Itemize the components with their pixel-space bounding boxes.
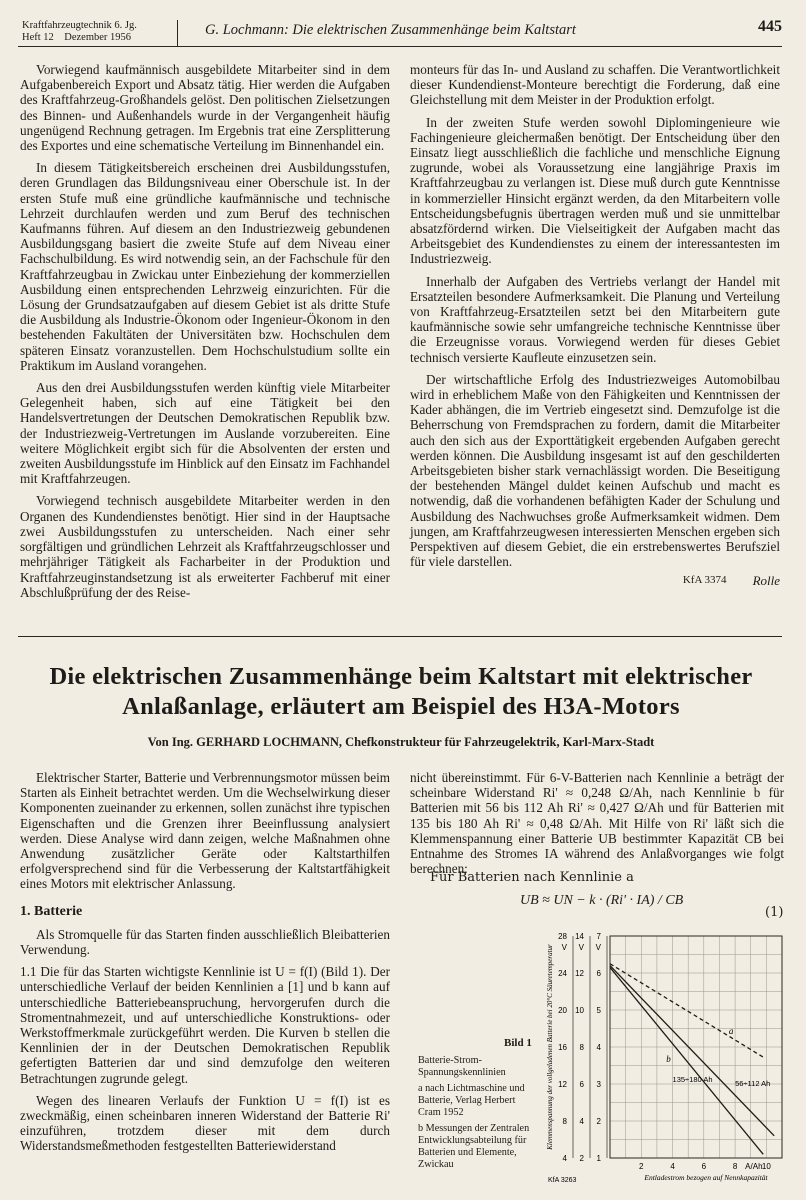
y-axis-6v-unit: V [595,943,601,952]
paragraph: Innerhalb der Aufgaben des Vertriebs verlangt der Handel mit Ersatzteilen besondere Aufmerksamkeit. Die Planung und Verteilung von Kraftfahrzeug-Ersatzteilen setzt bei den Mitarbeitern gute kaufmännische sowie sehr umfangreiche technische Kenntnisse über die Erzeugnisse voraus. Vorwiegend werden für dieses Gebiet technisch versierte Kaufleute einzusetzen sein. [410,273,780,365]
y-axis-label: Klemmenspannung der vollgeladenen Batterie bei 20°C Säuretemperatur [546,944,554,1150]
article-title-line-2: Anlaßanlage, erläutert am Beispiel des H3A-Motors [122,693,680,720]
curve-label-b: b [666,1053,671,1064]
figure-caption [418,1037,536,1175]
figure-id-tag: KfA 3263 [548,1177,577,1184]
y-axis-12v-tick: 4 [579,1117,584,1126]
figure-label: Bild 1 [504,1037,532,1049]
prev-article-column-1 [20,62,390,607]
paragraph: Aus den drei Ausbildungsstufen werden künftig viele Mitarbeiter Gelegenheit haben, sich auf eine Tätigkeit bei den Handelsvertretungen der Deutschen Demokratischen Republik bzw. der Industriezweig-Vertretungen im Auslande vorzubereiten. Eine weitere Möglichkeit ergibt sich für die Absolventen der ersten und zweiten Ausbildungsstufe im Hinblick auf den Einsatz im Fachhandel mit Kraftfahrzeugen. [20,380,390,487]
y-axis-6v-tick: 3 [596,1080,601,1089]
header-rule [18,46,782,47]
paragraph: Der wirtschaftliche Erfolg des Industriezweiges Automobilbau wird in erheblichem Maße von den Fähigkeiten und Kenntnissen der Kader abhängen, die im Vertrieb eingesetzt sind. Demzufolge ist die Beherrschung von Fremdsprachen zu fordern, damit die Mitarbeiter auch den sich aus der Exporttätigkeit ergebenden Aufgaben gerecht werden können. Die Ausbildung insgesamt ist auf den geschilderten Arbeitsgebieten bisher stark vernachlässigt worden. Die Beseitigung der bestehenden Mängel duldet keinen Aufschub und macht es notwendig, daß die vorhandenen befähigten Kader der Schulung und Ausbildung des Nachwuchses große Aufmerksamkeit widmen. Dem jungen, am Kraftfahrzeugwesen interessierten Menschen ergeben sich Perspektiven auf diesem Gebiet, die ein erstrebenswertes Berufsziel für viele darstellen. [410,371,780,570]
y-axis-6v-tick: 1 [596,1154,601,1163]
y-axis-24v-tick: 4 [562,1154,567,1163]
figure-note-b: b Messungen der Zentralen Entwicklungsabteilung für Batterien und Elemente, Zwickau [418,1123,530,1170]
y-axis-12v-tick: 12 [575,969,584,978]
article-title-line-1: Die elektrischen Zusammenhänge beim Kaltstart mit elektrischer [49,663,753,690]
header-divider [177,20,178,46]
x-tick-label: 6 [701,1162,707,1171]
paragraph: monteurs für das In- und Ausland zu schaffen. Die Verantwortlichkeit dieser Kundendienst-Monteure berechtigt die Forderung, daß eine Gleichstellung mit dem Meister in der Produktion erfolgt. [410,62,780,108]
y-axis-24v-unit: V [561,943,567,952]
y-axis-6v-tick: 7 [596,932,601,941]
formula-intro: Für Batterien nach Kennlinie a [430,870,634,885]
article-column-2 [410,770,784,883]
prev-article-column-2 [410,62,780,588]
y-axis-24v-tick: 8 [562,1117,567,1126]
y-axis-6v-tick: 6 [596,969,601,978]
y-axis-6v-tick: 5 [596,1006,601,1015]
y-axis-12v-tick: 2 [579,1154,584,1163]
paragraph: Vorwiegend technisch ausgebildete Mitarbeiter werden in den Organen des Kundendienstes benötigt. Hier sind in der Hauptsache zwei Ausbildungsstufen zu unterscheiden. Nach einer sehr sorgfältigen und gründlichen Lehrzeit als Kraftfahrzeugschlosser und mehrjähriger Tätigkeit als Facharbeiter in der Produktion und Kraftfahrzeuginstandsetzung ist als erweiterter Fachberuf mit einer Abschlußprüfung der des Reise- [20,493,390,600]
y-axis-12v-unit: V [578,943,584,952]
x-tick-label: 4 [670,1162,675,1171]
intro-paragraph: Elektrischer Starter, Batterie und Verbrennungsmotor müssen beim Starten als Einheit betrachtet werden. Um die Wechselwirkung dieser Komponenten zueinander zu erkennen, sollen zunächst ihre typischen Eigenschaften und die Grenzen ihrer Beeinflussung analysiert werden. Diese Analyse wird dann zeigen, welche Maßnahmen ohne Anwendung zusätzlicher Geräte oder Kaltstarthilfen erfolgversprechend sind für die Verbesserung der Kaltstartfähigkeit eines Motors mit elektrischer Anlassung. [20,770,390,892]
y-axis-6v-tick: 2 [596,1117,601,1126]
article-author: Rolle [752,572,780,588]
y-axis-12v-tick: 10 [575,1006,584,1015]
curve-label-56-112: 56÷112 Ah [735,1078,771,1088]
paragraph: In der zweiten Stufe werden sowohl Diplomingenieure wie Fachingenieure gleichermaßen benötigt. Der Entscheidung über den Einsatz liegt ausschließlich die fachliche und menschliche Eignung zugrunde, wobei als Voraussetzung eine langjährige Praxis im Kraftfahrzeugbau zu verlangen ist. Diese muß durch gute Kenntnisse in kommerzieller Hinsicht ergänzt werden, da den Mitarbeitern volle Entscheidungsbefugnis übertragen werden muß und sie unmittelbar absatzfördernd wirken. Die Vielseitigkeit der Aufgaben macht das Arbeitsgebiet des Kundendienstes zu einem der interessantesten im Industriezweig. [410,114,780,267]
section-heading: 1. Batterie [20,903,83,919]
paragraph: 1.1 Die für das Starten wichtigste Kennlinie ist U = f(I) (Bild 1). Der unterschiedliche Verlauf der beiden Kennlinien a [1] und b kann auf unterschiedliche Batteriebeanspruchung, hervorgerufen durch die Stromentnahmezeit, und auf unterschiedliche Konstruktions- oder Werkstoffmerkmale zurückgeführt werden. Die Kurven b stellen die Kennlinien der in der Deutschen Demokratischen Republik gefertigten Batterien dar und sind demzufolge den weiteren Betrachtungen zugrunde gelegt. [20,964,390,1086]
series-line-b-56-112-Ah [610,966,774,1136]
formula-number: (1) [765,905,784,920]
x-tick-label: 10 [761,1162,771,1171]
x-tick-label: 2 [639,1162,644,1171]
paragraph: Wegen des linearen Verlaufs der Funktion U = f(I) ist es zweckmäßig, einen scheinbaren inneren Widerstand der Batterie Ri' einzuführen, trotzdem dieser mit dem durch Widerstandsmeßmethoden festgestellten Batteriewiderstand [20,1092,390,1154]
page-header [22,18,782,44]
y-axis-24v-tick: 12 [558,1080,567,1089]
curve-label-135-180: 135÷180 Ah [672,1075,713,1085]
y-axis-24v-tick: 24 [558,969,567,978]
byline: Von Ing. GERHARD LOCHMANN, Chefkonstrukteur für Fahrzeugelektrik, Karl-Marx-Stadt [147,735,655,749]
article-ref: KfA 3374 [682,573,727,586]
journal-issue: Heft 12 Dezember 1956 [22,32,132,43]
x-axis-label: Entladestrom bezogen auf Nennkapazität [644,1173,768,1182]
y-axis-24v-tick: 20 [558,1006,567,1015]
y-axis-12v-tick: 6 [579,1080,584,1089]
page-number: 445 [758,18,782,35]
paragraph: nicht übereinstimmt. Für 6-V-Batterien nach Kennlinie a beträgt der scheinbare Widerstand Ri' ≈ 0,248 Ω/Ah, nach Kennlinie b für Batterien mit 56 bis 112 Ah Ri' ≈ 0,427 Ω/Ah und für Batterien mit 135 bis 180 Ah Ri' ≈ 0,48 Ω/Ah. Mit Hilfe von Ri' läßt sich die Klemmenspannung einer Batterie UB bestimmter Kapazität CB bei Entnahme des Stromes IA während des Anlaßvorganges wie folgt berechnen: [410,770,784,877]
series-line-b-135-180-Ah [610,967,763,1154]
running-title: G. Lochmann: Die elektrischen Zusammenhänge beim Kaltstart [205,22,576,38]
y-axis-12v-tick: 14 [575,932,584,941]
y-axis-12v-tick: 8 [579,1043,584,1052]
x-tick-label: A/Ah [745,1162,763,1171]
article-column-1 [20,770,390,1161]
journal-name: Kraftfahrzeugtechnik 6. Jg. [22,20,137,31]
series-line-a [610,964,765,1058]
paragraph: Vorwiegend kaufmännisch ausgebildete Mitarbeiter sind in dem Aufgabenbereich Export und Absatz tätig. Hier werden die Aufgaben des Kraftfahrzeug-Großhandels gelöst. Den politischen Zielsetzungen des Binnen- und Außenhandels wurde in der Vergangenheit häufig ungenügend Rechnung getragen. Im Ergebnis trat eine Zersplitterung des Exportes und eine schematische Verteilung im Binnenhandel ein. [20,62,390,154]
curve-label-a: a [728,1026,734,1037]
x-tick-label: 8 [732,1162,738,1171]
y-axis-24v-tick: 16 [558,1043,567,1052]
article-title [20,662,782,722]
figure-title: Batterie-Strom-Spannungskennlinien [418,1055,506,1078]
formula: UB ≈ UN − k · (Ri' · IA) / CB [520,893,684,908]
paragraph: In diesem Tätigkeitsbereich erscheinen drei Ausbildungsstufen, deren Grundlagen das Bildungsniveau einer Oberschule ist. In der ersten Stufe muß eine gründliche kaufmännische und technische Lehrzeit durchlaufen werden und zum Beruf des technischen Kaufmanns führen. Auf diesem an den Industriezweig gebundenen Ausbildungsgang basiert die zweite Stufe auf dem Niveau einer Fachschulbildung. Es wird notwendig sein, an der Fachschule für den Kraftfahrzeugbau in Zwickau unter Einbeziehung der kommerziellen Ausbildung einen entsprechenden Lehrzweig einzurichten. Für die Lösung der Grundsatzaufgaben auf diesem Gebiet ist als dritte Stufe die Ausbildung als Industrie-Ökonom oder Ingenieur-Ökonom in den bestehenden Fakultäten der Universitäten bzw. Hochschulen dem späteren Einsatz voranzustellen. Dem Hochschulstudium sollte ein Praktikum im Ausland vorangehen. [20,160,390,373]
figure-note-a: a nach Lichtmaschine und Batterie, Verlag Herbert Cram 1952 [418,1083,525,1118]
article-signature [410,573,780,588]
battery-characteristic-chart [542,928,792,1190]
journal-info [22,20,137,44]
paragraph: Als Stromquelle für das Starten finden ausschließlich Bleibatterien Verwendung. [20,926,390,958]
article-separator [18,636,782,637]
y-axis-24v-tick: 28 [558,932,567,941]
y-axis-6v-tick: 4 [596,1043,601,1052]
